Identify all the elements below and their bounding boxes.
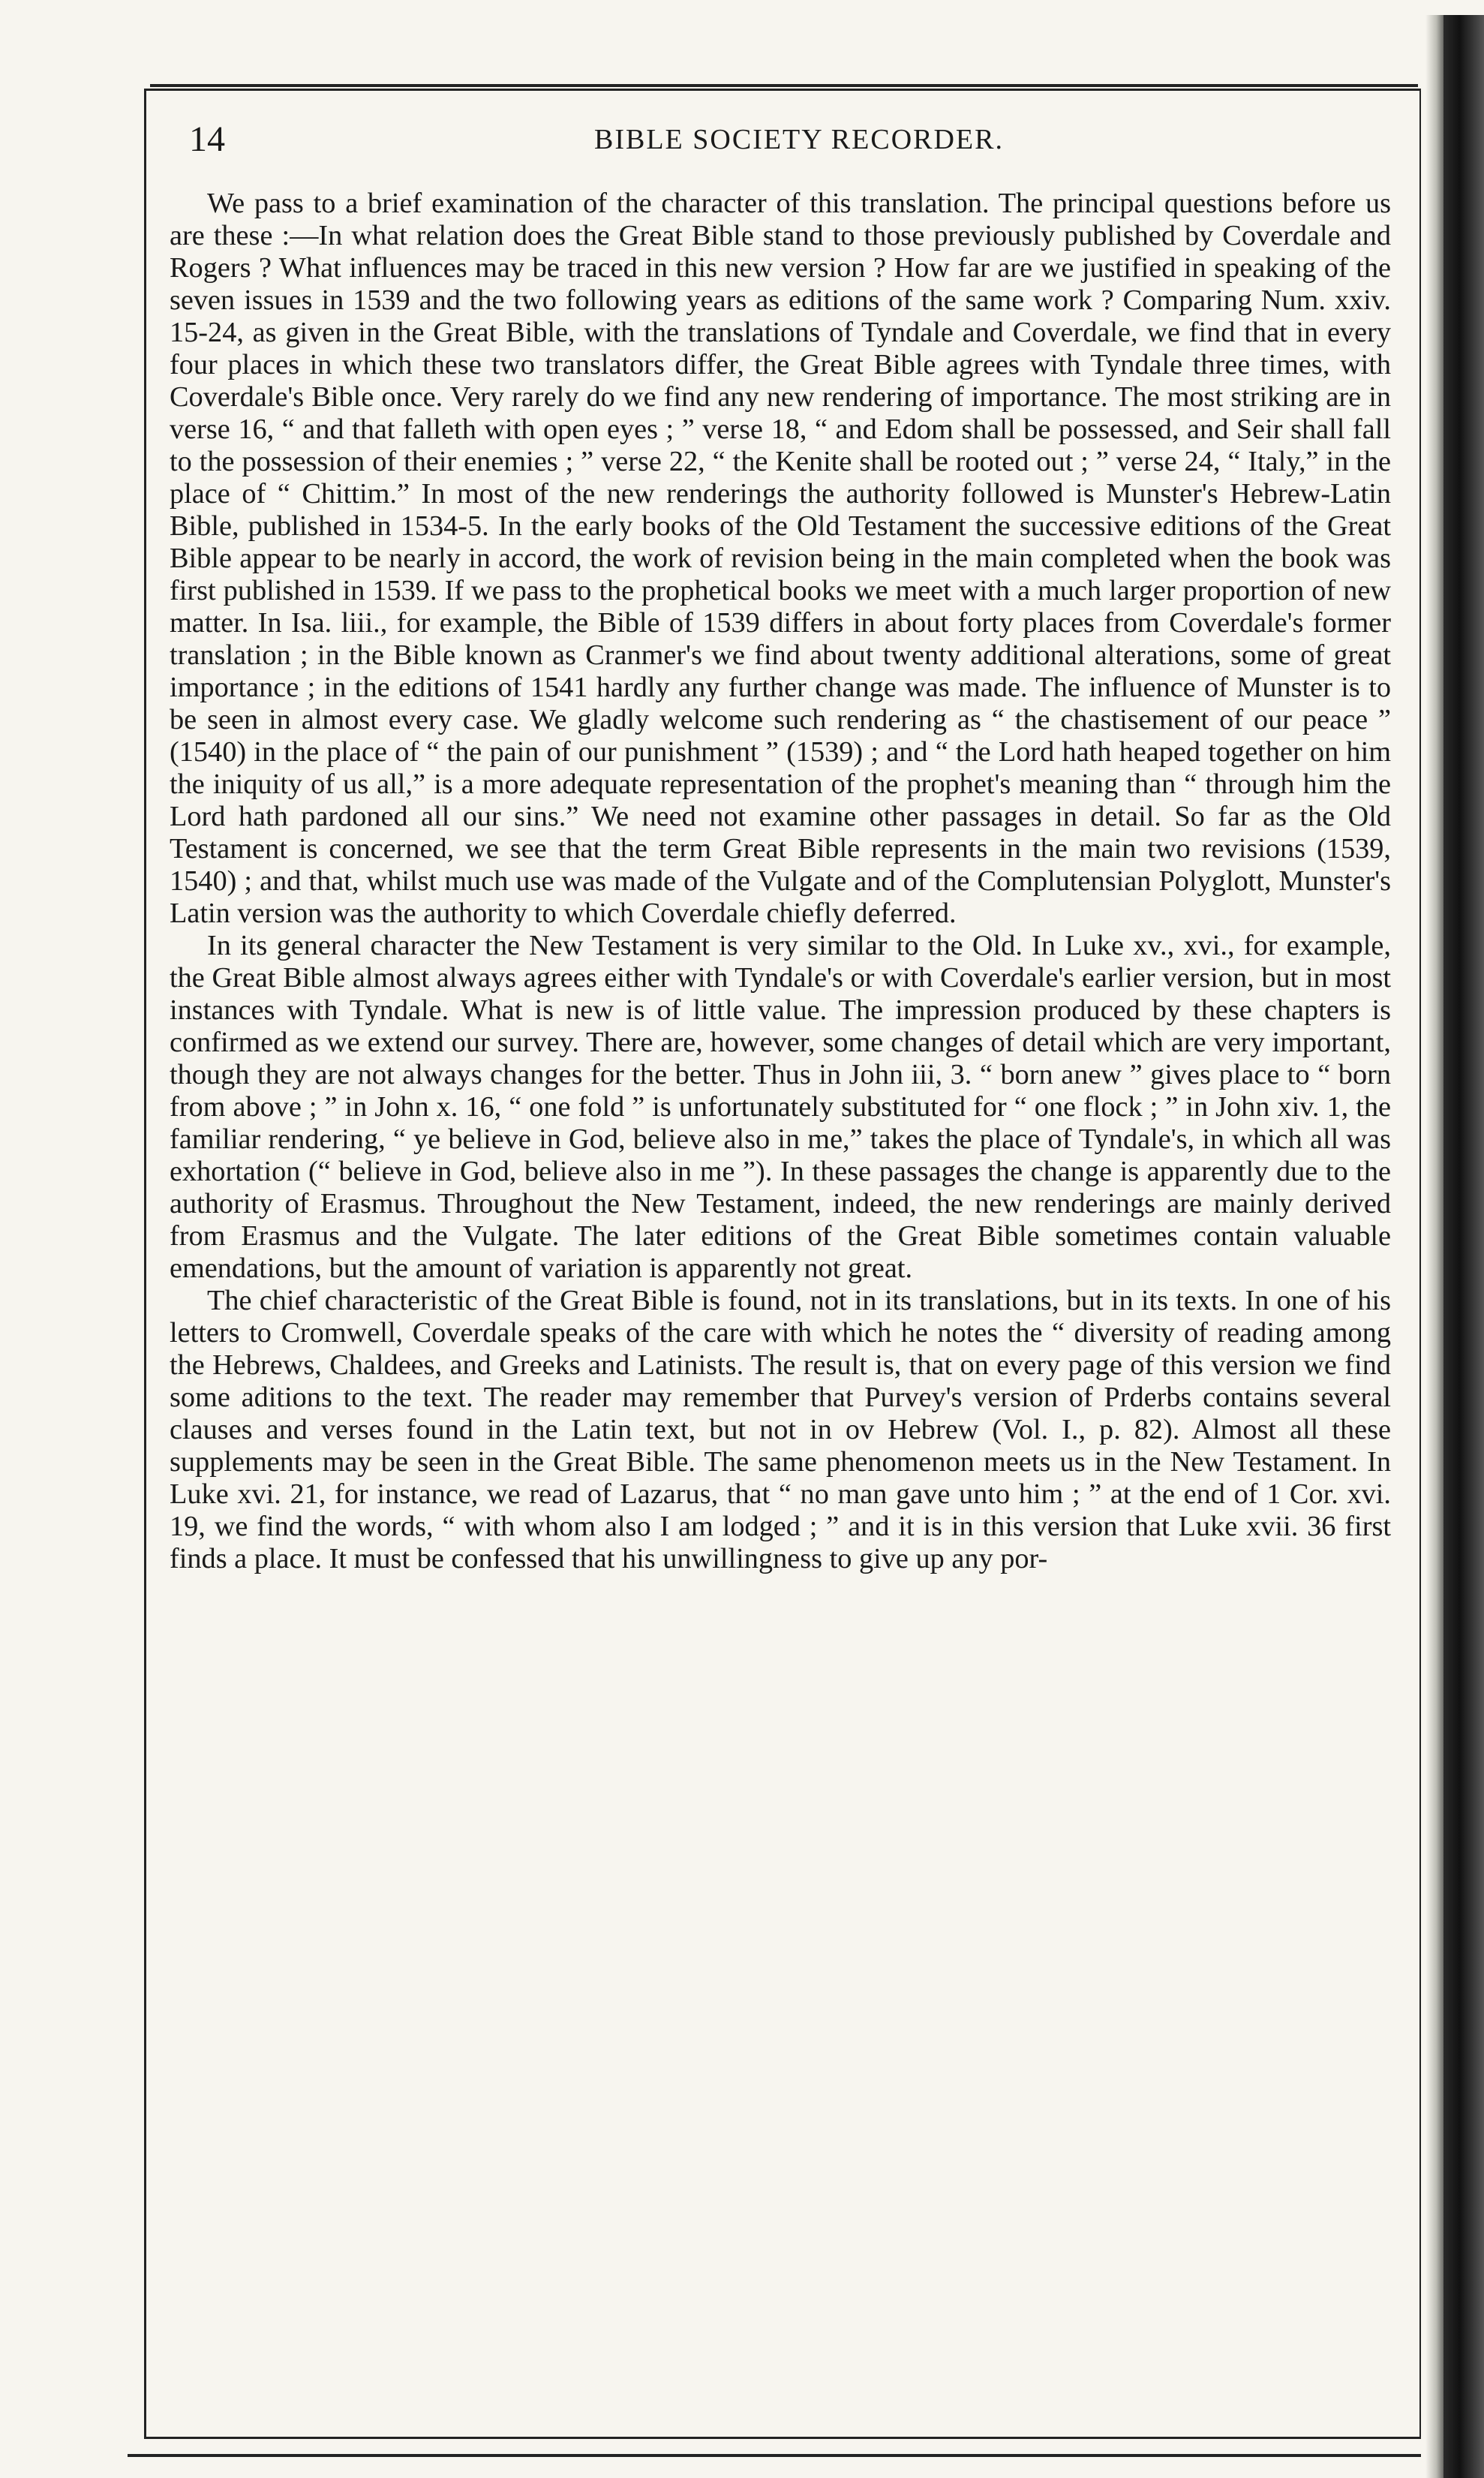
bottom-rule xyxy=(128,2454,1421,2457)
article-body xyxy=(170,188,1391,1575)
binding-shadow xyxy=(1425,15,1443,2478)
top-rule xyxy=(150,84,1418,87)
running-title: BIBLE SOCIETY RECORDER. xyxy=(594,124,1004,155)
book-spine xyxy=(1443,15,1484,2478)
page-number: 14 xyxy=(189,119,225,159)
paragraph: The chief characteristic of the Great Bible is found, not in its translations, but in its texts. In one of his letters to Cromwell, Coverdale speaks of the care with which he notes the “ diversity of reading among the Hebrews, Chaldees, and Greeks and Latinists. The result is, that on every page of this version we find some aditions to the text. The reader may remember that Purvey's version of Prderbs contains several clauses and verses found in the Latin text, but not in ov Hebrew (Vol. I., p. 82). Almost all these supplements may be seen in the Great Bible. The same phenomenon meets us in the New Testament. In Luke xvi. 21, for instance, we read of Lazarus, that “ no man gave unto him ; ” at the end of 1 Cor. xvi. 19, we find the words, “ with whom also I am lodged ; ” and it is in this version that Luke xvii. 36 first finds a place. It must be confessed that his unwillingness to give up any por- xyxy=(170,1285,1391,1574)
page-header xyxy=(180,119,1418,164)
paragraph: In its general character the New Testament is very similar to the Old. In Luke xv., xvi., for example, the Great Bible almost always agrees either with Tyndale's or with Coverdale's earlier version, but in most instances with Tyndale. What is new is of little value. The impression produced by these chapters is confirmed as we extend our survey. There are, however, some changes of detail which are very important, though they are not always changes for the better. Thus in John iii, 3. “ born anew ” gives place to “ born from above ; ” in John x. 16, “ one fold ” is unfortunately substituted for “ one flock ; ” in John xiv. 1, the familiar rendering, “ ye believe in God, believe also in me,” takes the place of Tyndale's, in which all was exhortation (“ believe in God, believe also in me ”). In these passages the change is apparently due to the authority of Erasmus. Throughout the New Testament, indeed, the new renderings are mainly derived from Erasmus and the Vulgate. The later editions of the Great Bible sometimes contain valuable emendations, but the amount of variation is apparently not great. xyxy=(170,930,1391,1284)
paragraph: We pass to a brief examination of the character of this translation. The principal questions before us are these :—In what relation does the Great Bible stand to those previously published by Coverdale and Rogers ? What influences may be traced in this new version ? How far are we justified in speaking of the seven issues in 1539 and the two following years as editions of the same work ? Comparing Num. xxiv. 15-24, as given in the Great Bible, with the translations of Tyndale and Coverdale, we find that in every four places in which these two translators differ, the Great Bible agrees with Tyndale three times, with Coverdale's Bible once. Very rarely do we find any new rendering of importance. The most striking are in verse 16, “ and that falleth with open eyes ; ” verse 18, “ and Edom shall be possessed, and Seir shall fall to the possession of their enemies ; ” verse 22, “ the Kenite shall be rooted out ; ” verse 24, “ Italy,” in the place of “ Chittim.” In most of the new renderings the authority followed is Munster's Hebrew-Latin Bible, published in 1534-5. In the early books of the Old Testament the successive editions of the Great Bible appear to be nearly in accord, the work of revision being in the main completed when the book was first published in 1539. If we pass to the prophetical books we meet with a much larger proportion of new matter. In Isa. liii., for example, the Bible of 1539 differs in about forty places from Coverdale's former translation ; in the Bible known as Cranmer's we find about twenty additional alterations, some of great importance ; in the editions of 1541 hardly any further change was made. The influence of Munster is to be seen in almost every case. We gladly welcome such rendering as “ the chastisement of our peace ” (1540) in the place of “ the pain of our punishment ” (1539) ; and “ the Lord hath heaped together on him the iniquity of us all,” is a more adequate representation of the prophet's meaning than “ through him the Lord hath pardoned all our sins.” We need not examine other passages in detail. So far as the Old Testament is concerned, we see that the term Great Bible represents in the main two revisions (1539, 1540) ; and that, whilst much use was made of the Vulgate and of the Complutensian Polyglott, Munster's Latin version was the authority to which Coverdale chiefly deferred. xyxy=(170,188,1391,929)
